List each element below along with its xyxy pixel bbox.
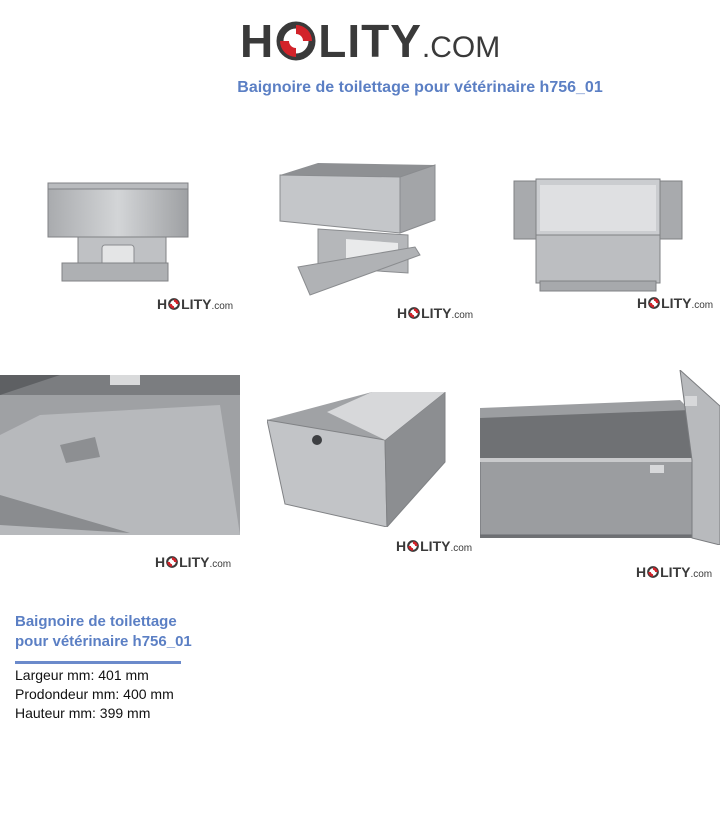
watermark-logo: H LITY .com — [637, 295, 714, 311]
product-title-line: pour vétérinaire h756_01 — [15, 633, 192, 650]
watermark-logo: H LITY .com — [155, 554, 232, 570]
watermark-logo: H LITY .com — [157, 296, 234, 312]
logo-suffix: .COM — [421, 31, 501, 64]
product-photo-detail[interactable] — [480, 370, 720, 545]
product-photo-side[interactable] — [267, 392, 447, 527]
logo-letters: LITY — [318, 15, 422, 67]
spec-width: Largeur mm: 401 mm — [15, 667, 149, 683]
logo-o-icon — [647, 565, 659, 577]
logo-o-icon — [648, 296, 660, 308]
watermark-logo: H LITY .com — [396, 538, 473, 554]
spec-height: Hauteur mm: 399 mm — [15, 705, 151, 721]
product-photo-interior[interactable] — [0, 375, 240, 535]
brand-logo[interactable] — [240, 14, 500, 68]
product-photo-open[interactable] — [510, 175, 685, 300]
logo-o-icon — [408, 306, 420, 318]
watermark-logo: H LITY .com — [397, 305, 474, 321]
product-title-line: Baignoire de toilettage — [15, 613, 177, 630]
title-divider — [15, 661, 181, 664]
logo-o-icon — [166, 555, 178, 567]
logo-o-icon — [168, 297, 180, 309]
logo-letter-h: H — [240, 15, 275, 67]
logo-o-icon — [407, 539, 419, 551]
product-title — [15, 612, 275, 652]
page-title: Baignoire de toilettage pour vétérinaire h756_01 — [237, 79, 603, 96]
logo-o-icon — [276, 18, 316, 58]
spec-depth: Prodondeur mm: 400 mm — [15, 686, 174, 702]
product-photo-front[interactable] — [30, 175, 230, 295]
product-photo-angle[interactable] — [270, 155, 440, 305]
watermark-logo: H LITY .com — [636, 564, 713, 580]
